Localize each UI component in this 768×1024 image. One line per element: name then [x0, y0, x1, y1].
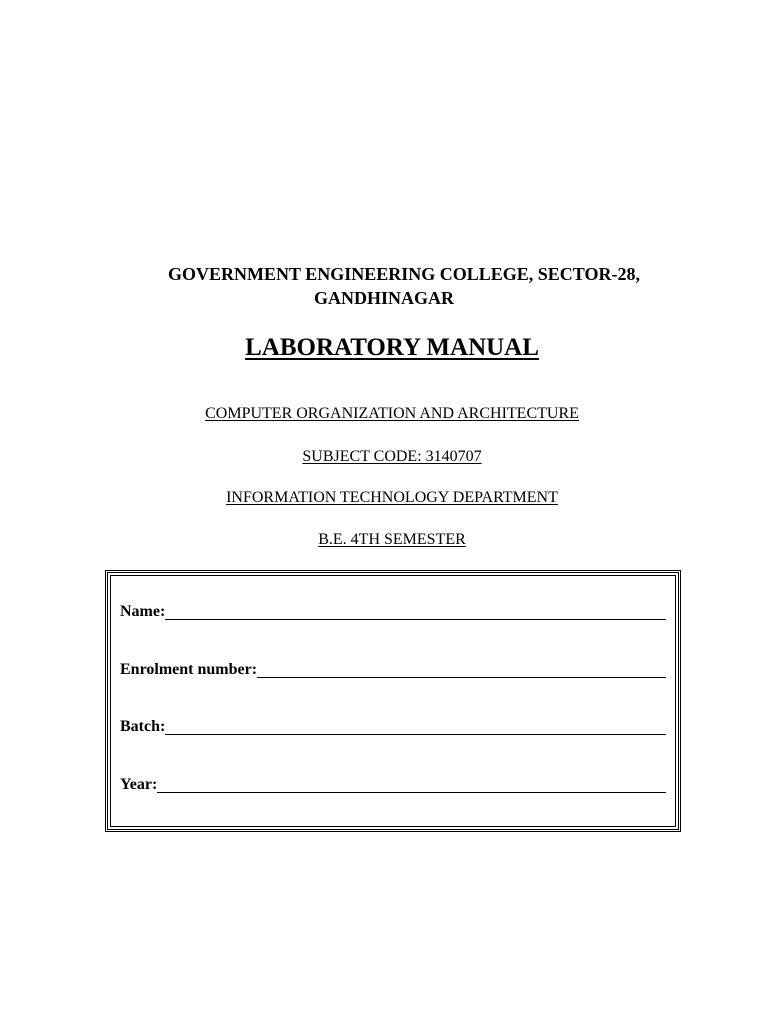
- batch-blank-line: [165, 720, 666, 735]
- student-details-box: [105, 570, 681, 832]
- subject-code: SUBJECT CODE: 3140707: [302, 448, 482, 465]
- college-name-line1: GOVERNMENT ENGINEERING COLLEGE, SECTOR-28,: [168, 264, 640, 284]
- year-field: [120, 775, 666, 795]
- department-name: INFORMATION TECHNOLOGY DEPARTMENT: [226, 489, 558, 506]
- enrolment-blank-line: [257, 663, 666, 678]
- enrolment-label: Enrolment number:: [120, 661, 258, 678]
- college-name-line2: GANDHINAGAR: [313, 288, 454, 308]
- batch-field: [120, 717, 666, 737]
- enrolment-field: [120, 660, 666, 680]
- name-field: [120, 602, 666, 622]
- year-blank-line: [157, 778, 666, 793]
- semester: B.E. 4TH SEMESTER: [318, 531, 466, 548]
- manual-title: LABORATORY MANUAL: [245, 334, 539, 361]
- subject-name: COMPUTER ORGANIZATION AND ARCHITECTURE: [205, 405, 579, 422]
- name-blank-line: [165, 605, 666, 620]
- year-label: Year:: [120, 776, 158, 793]
- batch-label: Batch:: [120, 718, 166, 735]
- name-label: Name:: [120, 603, 166, 620]
